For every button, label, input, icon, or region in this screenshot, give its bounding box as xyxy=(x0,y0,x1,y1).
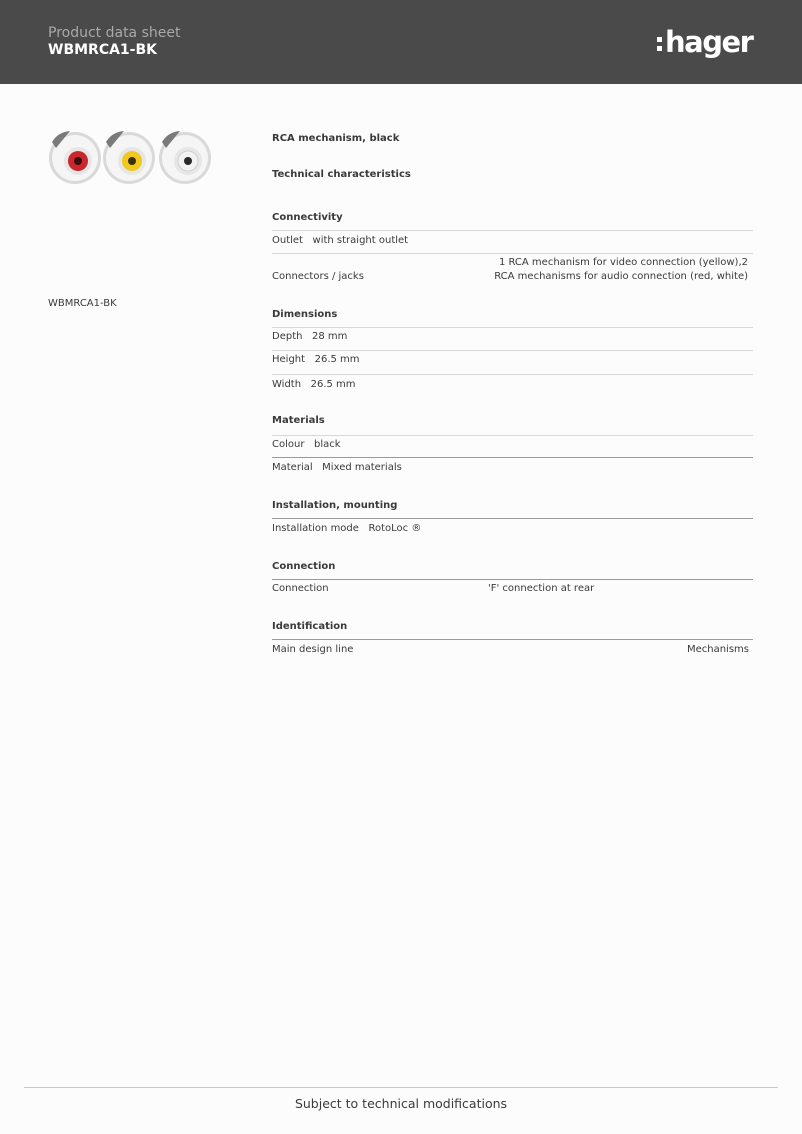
row-label: Outlet xyxy=(272,235,303,246)
product-title: RCA mechanism, black xyxy=(272,133,400,144)
divider xyxy=(272,230,753,231)
section-title-installation: Installation, mounting xyxy=(272,500,398,511)
row-value-connection: 'F' connection at rear xyxy=(488,583,595,594)
product-code-title: WBMRCA1-BK xyxy=(48,42,158,58)
row-value: Mixed materials xyxy=(322,462,402,473)
row-value: 26.5 mm xyxy=(310,379,356,390)
row-colour xyxy=(272,439,341,450)
row-label: Colour xyxy=(272,439,305,450)
row-label-main-design-line: Main design line xyxy=(272,644,354,655)
row-installation-mode xyxy=(272,523,421,534)
divider xyxy=(272,435,753,436)
row-value: 28 mm xyxy=(312,331,348,342)
brand-name: hager xyxy=(665,25,753,59)
logo-dots-icon xyxy=(657,37,662,51)
row-value: with straight outlet xyxy=(312,235,409,246)
row-label: Width xyxy=(272,379,302,390)
header-bar xyxy=(0,0,802,84)
rca-white-jack xyxy=(159,131,211,184)
row-label: Depth xyxy=(272,331,303,342)
section-title-dimensions: Dimensions xyxy=(272,309,338,320)
row-value-connectors-line1: 1 RCA mechanism for video connection (yellow),2 xyxy=(498,257,748,268)
divider xyxy=(272,374,753,375)
divider xyxy=(272,327,753,328)
product-code-label: WBMRCA1-BK xyxy=(48,298,117,309)
divider xyxy=(272,350,753,351)
row-depth xyxy=(272,331,347,342)
divider xyxy=(272,457,753,458)
rca-red-jack xyxy=(49,131,101,184)
row-label-connectors: Connectors / jacks xyxy=(272,271,364,282)
section-title-materials: Materials xyxy=(272,415,325,426)
divider xyxy=(272,253,753,254)
row-outlet xyxy=(272,235,408,246)
section-title-connectivity: Connectivity xyxy=(272,212,343,223)
rca-yellow-jack xyxy=(103,131,155,184)
section-title-identification: Identification xyxy=(272,621,348,632)
row-value: RotoLoc ® xyxy=(368,523,422,534)
footer-note: Subject to technical modifications xyxy=(294,1096,508,1111)
footer-divider xyxy=(24,1087,778,1088)
row-label: Material xyxy=(272,462,313,473)
row-value: 26.5 mm xyxy=(314,354,360,365)
brand-logo xyxy=(657,22,752,62)
divider xyxy=(272,639,753,640)
technical-characteristics-heading: Technical characteristics xyxy=(272,169,411,180)
row-height xyxy=(272,354,360,365)
row-label: Installation mode xyxy=(272,523,359,534)
document-type: Product data sheet xyxy=(48,25,181,41)
row-label: Height xyxy=(272,354,306,365)
product-image xyxy=(48,128,218,190)
row-material xyxy=(272,462,402,473)
divider xyxy=(272,518,753,519)
divider xyxy=(272,579,753,580)
row-label-connection: Connection xyxy=(272,583,329,594)
row-value: black xyxy=(314,439,341,450)
section-title-connection: Connection xyxy=(272,561,336,572)
row-value-main-design-line: Mechanisms xyxy=(686,644,749,655)
row-width xyxy=(272,379,356,390)
row-value-connectors-line2: RCA mechanisms for audio connection (red, white) xyxy=(494,271,748,282)
